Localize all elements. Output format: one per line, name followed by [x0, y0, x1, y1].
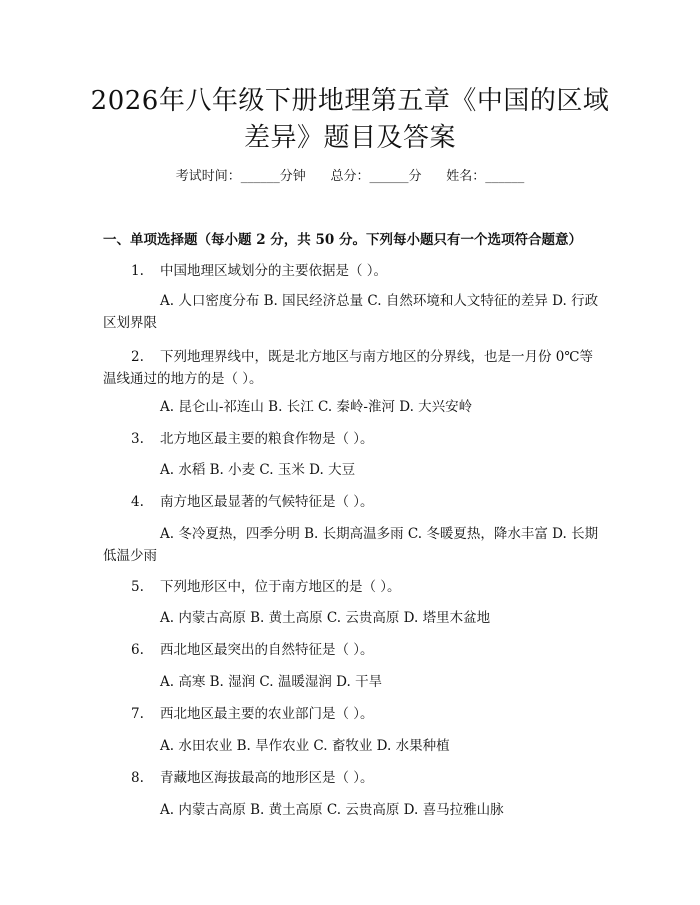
question-8-number: 8.: [131, 770, 144, 786]
question-3-options: A. 水稻 B. 小麦 C. 玉米 D. 大豆: [160, 462, 356, 478]
document-title-line-1: 2026年八年级下册地理第五章《中国的区域: [90, 86, 610, 116]
question-6-options: A. 高寒 B. 湿润 C. 温暖湿润 D. 干旱: [160, 674, 383, 690]
question-4-text: 南方地区最显著的气候特征是（ ）。: [160, 494, 374, 510]
question-4-number: 4.: [131, 494, 144, 510]
question-8-text: 青藏地区海拔最高的地形区是（ ）。: [160, 770, 374, 786]
document-title-line-2: 差异》题目及答案: [243, 123, 456, 153]
question-1-text: 中国地理区域划分的主要依据是（ ）。: [160, 263, 388, 279]
question-3-number: 3.: [131, 431, 144, 447]
question-4-options: A. 冬冷夏热，四季分明 B. 长期高温多雨 C. 冬暖夏热，降水丰富 D. 长期低温少雨: [103, 526, 599, 564]
question-1-number: 1.: [131, 263, 144, 279]
exam-meta-line: 考试时间：______分钟 总分：______分 姓名：______: [175, 169, 525, 184]
question-3-text: 北方地区最主要的粮食作物是（ ）。: [160, 431, 374, 447]
question-7-text: 西北地区最主要的农业部门是（ ）。: [160, 706, 374, 722]
section-heading: 一、单项选择题（每小题 2 分，共 50 分。下列每小题只有一个选项符合题意）: [103, 232, 582, 248]
question-8-options: A. 内蒙古高原 B. 黄土高原 C. 云贵高原 D. 喜马拉雅山脉: [160, 802, 504, 818]
question-7-number: 7.: [131, 706, 144, 722]
question-2-text: 下列地理界线中，既是北方地区与南方地区的分界线，也是一月份 0℃等温线通过的地方的是（ ）。: [103, 349, 593, 387]
question-2-options: A. 昆仑山-祁连山 B. 长江 C. 秦岭-淮河 D. 大兴安岭: [160, 399, 473, 415]
question-1-options: A. 人口密度分布 B. 国民经济总量 C. 自然环境和人文特征的差异 D. 行政区划界限: [103, 293, 599, 331]
question-5-text: 下列地形区中，位于南方地区的是（ ）。: [160, 579, 401, 595]
question-7-options: A. 水田农业 B. 旱作农业 C. 畜牧业 D. 水果种植: [160, 738, 450, 754]
question-2-number: 2.: [131, 349, 144, 365]
question-5-options: A. 内蒙古高原 B. 黄土高原 C. 云贵高原 D. 塔里木盆地: [160, 610, 491, 626]
question-6-text: 西北地区最突出的自然特征是（ ）。: [160, 642, 374, 658]
question-6-number: 6.: [131, 642, 144, 658]
question-5-number: 5.: [131, 579, 144, 595]
